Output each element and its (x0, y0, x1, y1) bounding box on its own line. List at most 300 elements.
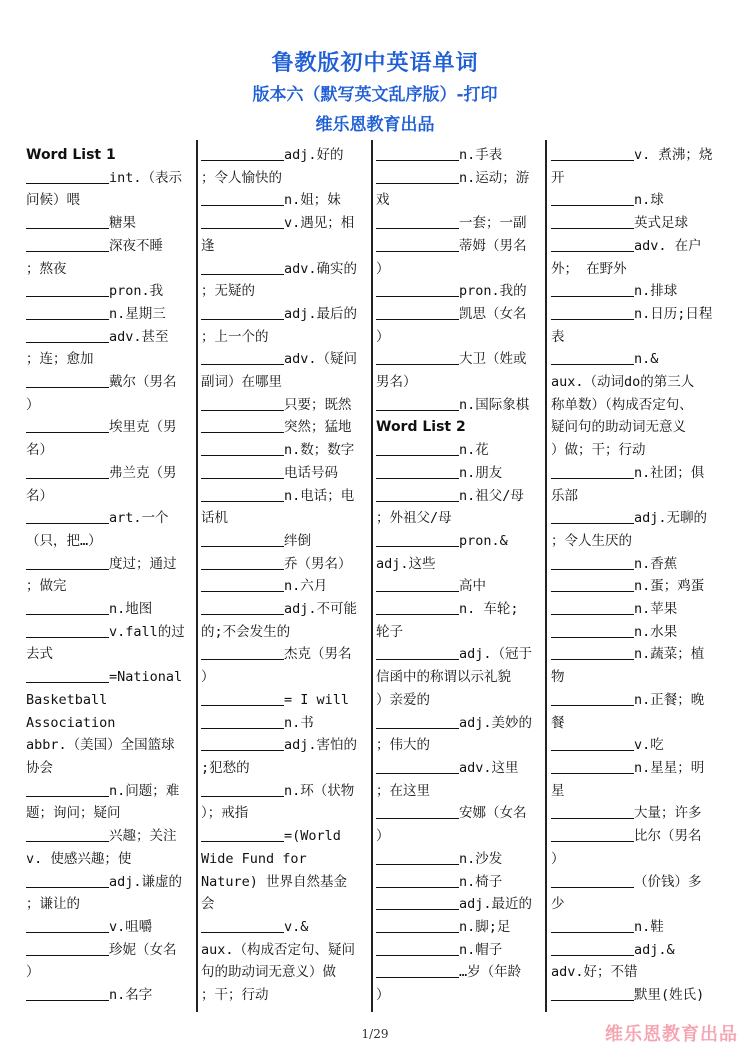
answer-blank (376, 237, 459, 252)
word-entry (551, 939, 714, 962)
entry-text: Word List 1 (26, 147, 116, 163)
answer-blank (551, 600, 634, 615)
entry-text: ；令人生厌的 (551, 532, 632, 549)
word-entry (201, 598, 364, 621)
entry-text: 埃里克（男 (109, 419, 177, 436)
entry-text: （只，把…） (26, 532, 102, 549)
entry-text: 珍妮（女名 (109, 941, 177, 958)
word-entry (201, 144, 364, 167)
entry-text: 一套；一副 (459, 215, 527, 232)
word-entry (376, 848, 539, 871)
entry-text: int.（表示 (109, 169, 183, 186)
word-entry (201, 530, 364, 553)
entry-text: adv.（疑问 (284, 351, 358, 368)
word-entry (376, 643, 539, 666)
entry-text: 乔（男名） (284, 555, 352, 572)
entry-text: n.帽子 (459, 941, 503, 958)
answer-blank (376, 282, 459, 297)
entry-text: v. 使感兴趣；使 (26, 850, 132, 867)
entry-text: ；上一个的 (201, 328, 269, 345)
answer-blank (201, 260, 284, 275)
word-entry (551, 916, 714, 939)
entry-text: n.蛋；鸡蛋 (634, 578, 705, 595)
word-entry (26, 235, 189, 258)
answer-blank (201, 918, 284, 933)
answer-blank (376, 873, 459, 888)
answer-blank (551, 214, 634, 229)
entry-continuation (551, 666, 714, 689)
word-entry (26, 553, 189, 576)
entry-text: abbr.（美国）全国篮球 (26, 737, 175, 754)
entry-text: n.香蕉 (634, 555, 678, 572)
entry-text: ） (376, 828, 390, 845)
entry-text: v. 煮沸；烧 (634, 147, 713, 163)
answer-blank (551, 691, 634, 706)
entry-text: 英式足球 (634, 215, 688, 232)
answer-blank (26, 328, 109, 343)
document-title: 鲁教版初中英语单词 (271, 51, 479, 76)
answer-blank (201, 714, 284, 729)
answer-blank (376, 941, 459, 956)
entry-continuation (376, 984, 539, 1007)
word-entry (26, 167, 189, 190)
entry-text: 弗兰克（男 (109, 464, 177, 481)
answer-blank (376, 600, 459, 615)
answer-blank (26, 668, 109, 683)
entry-continuation (201, 961, 364, 984)
word-entry (376, 757, 539, 780)
entry-text: 男名） (376, 374, 417, 391)
answer-blank (551, 623, 634, 638)
entry-text: ） (376, 328, 390, 345)
word-entry (376, 485, 539, 508)
entry-continuation (551, 485, 714, 508)
word-entry (26, 666, 189, 689)
word-entry (201, 462, 364, 485)
word-entry (551, 507, 714, 530)
entry-text: n.苹果 (634, 601, 678, 618)
word-entry (551, 189, 714, 212)
entry-text: ） (201, 669, 215, 686)
word-entry (551, 825, 714, 848)
entry-text: aux.（动词do的第三人 (551, 374, 695, 391)
answer-blank (376, 532, 459, 547)
entry-text: adv. 在户 (634, 237, 702, 254)
entry-text: ；干；行动 (201, 987, 269, 1004)
word-entry (376, 144, 539, 167)
answer-blank (551, 282, 634, 297)
entry-continuation (26, 689, 189, 712)
answer-blank (551, 804, 634, 819)
entry-text: adj.& (634, 941, 675, 958)
answer-blank (201, 191, 284, 206)
word-list-heading (376, 416, 539, 439)
entry-continuation (201, 939, 364, 962)
answer-blank (376, 963, 459, 978)
entry-text: 绊倒 (284, 532, 311, 549)
entry-text: n.花 (459, 442, 489, 459)
entry-text: n.姐；妹 (284, 192, 341, 209)
entry-text: n.蔬菜；植 (634, 646, 705, 663)
entry-text: ）；戒指 (201, 805, 249, 822)
entry-continuation (26, 485, 189, 508)
answer-blank (551, 827, 634, 842)
entry-text: 信函中的称谓以示礼貌 (376, 669, 511, 686)
word-entry (551, 757, 714, 780)
answer-blank (376, 396, 459, 411)
word-entry (551, 575, 714, 598)
answer-blank (376, 487, 459, 502)
word-entry (26, 326, 189, 349)
entry-text: 题；询问；疑问 (26, 805, 121, 822)
entry-text: n.排球 (634, 283, 678, 300)
entry-text: adv.这里 (459, 759, 519, 776)
entry-text: 协会 (26, 759, 53, 776)
entry-continuation (376, 371, 539, 394)
entry-text: 糖果 (109, 215, 136, 232)
entry-text: n.水果 (634, 623, 678, 640)
word-entry (376, 462, 539, 485)
answer-blank (201, 555, 284, 570)
answer-blank (551, 350, 634, 365)
entry-text: n.数；数字 (284, 442, 355, 459)
entry-continuation (201, 371, 364, 394)
entry-continuation (26, 189, 189, 212)
entry-continuation (201, 893, 364, 916)
entry-continuation (376, 666, 539, 689)
entry-continuation (26, 802, 189, 825)
word-entry (551, 984, 714, 1007)
answer-blank (26, 827, 109, 842)
answer-blank (26, 237, 109, 252)
entry-text: Association (26, 714, 116, 731)
entry-text: Basketball (26, 691, 108, 708)
entry-text: ；连；愈加 (26, 351, 94, 368)
answer-blank (376, 146, 459, 161)
word-entry (376, 530, 539, 553)
entry-continuation (551, 848, 714, 871)
entry-text: ;犯愁的 (201, 759, 250, 776)
entry-text: 默里(姓氏) (634, 987, 705, 1004)
entry-continuation (26, 757, 189, 780)
entry-continuation (376, 780, 539, 803)
word-entry (551, 598, 714, 621)
word-entry (26, 621, 189, 644)
answer-blank (201, 600, 284, 615)
entry-continuation (201, 848, 364, 871)
entry-text: n.运动；游 (459, 169, 530, 186)
entry-text: adj.美妙的 (459, 714, 533, 731)
entry-text: 名） (26, 487, 53, 504)
answer-blank (551, 759, 634, 774)
word-entry (26, 462, 189, 485)
word-entry (26, 416, 189, 439)
entry-text: n.祖父/母 (459, 487, 524, 504)
word-entry (201, 485, 364, 508)
answer-blank (551, 986, 634, 1001)
answer-blank (551, 577, 634, 592)
answer-blank (26, 509, 109, 524)
entry-text: 高中 (459, 578, 486, 595)
entry-continuation (26, 848, 189, 871)
word-entry (551, 802, 714, 825)
entry-text: aux.（构成否定句、疑问 (201, 941, 356, 958)
word-entry (201, 439, 364, 462)
entry-text: adj.无聊的 (634, 510, 708, 527)
word-entry (201, 189, 364, 212)
word-entry (376, 712, 539, 735)
entry-continuation (201, 621, 364, 644)
entry-continuation (201, 666, 364, 689)
answer-blank (376, 850, 459, 865)
entry-continuation (551, 416, 714, 439)
entry-text: adj.这些 (376, 555, 436, 572)
entry-text: n.星期三 (109, 305, 166, 322)
answer-blank (376, 464, 459, 479)
word-entry (26, 598, 189, 621)
entry-text: adj.（冠于 (459, 646, 533, 663)
entry-text: 蒂姆（男名 (459, 237, 527, 254)
entry-text: adj.不可能 (284, 601, 358, 618)
answer-blank (376, 305, 459, 320)
entry-text: ） (26, 964, 40, 981)
entry-text: 逢 (201, 237, 215, 254)
entry-continuation (26, 734, 189, 757)
entry-text: = I will (284, 691, 350, 708)
entry-text: v.遇见；相 (284, 215, 355, 232)
answer-blank (26, 373, 109, 388)
entry-text: adv.确实的 (284, 260, 358, 277)
entry-continuation (201, 871, 364, 894)
entry-text: adj.谦虚的 (109, 873, 183, 890)
word-entry (201, 258, 364, 281)
entry-text: ；在这里 (376, 782, 430, 799)
entry-text: v.fall的过 (109, 623, 185, 640)
word-entry (551, 280, 714, 303)
word-entry (376, 394, 539, 417)
entry-text: n.六月 (284, 578, 328, 595)
entry-text: adj.最后的 (284, 305, 358, 322)
word-entry (376, 961, 539, 984)
entry-continuation (26, 394, 189, 417)
entry-continuation (26, 348, 189, 371)
entry-text: ） (376, 260, 390, 277)
entry-text: n.电话；电 (284, 487, 355, 504)
word-entry (376, 348, 539, 371)
word-entry (201, 643, 364, 666)
answer-blank (26, 600, 109, 615)
entry-text: ）做；干；行动 (551, 442, 646, 459)
answer-blank (26, 169, 109, 184)
entry-continuation (376, 689, 539, 712)
word-entry (551, 235, 714, 258)
entry-continuation (26, 893, 189, 916)
word-entry (26, 939, 189, 962)
answer-blank (201, 691, 284, 706)
answer-blank (551, 464, 634, 479)
answer-blank (26, 873, 109, 888)
word-entry (26, 303, 189, 326)
answer-blank (376, 169, 459, 184)
answer-blank (26, 305, 109, 320)
word-list-heading (26, 144, 189, 167)
word-entry (26, 871, 189, 894)
entry-text: 深夜不睡 (109, 237, 163, 254)
entry-text: n.星星；明 (634, 759, 705, 776)
word-column-4 (551, 144, 714, 1007)
entry-text: ）亲爱的 (376, 691, 430, 708)
answer-blank (376, 918, 459, 933)
entry-text: 兴趣；关注 (109, 828, 177, 845)
entry-continuation (376, 621, 539, 644)
entry-text: n.名字 (109, 987, 153, 1004)
entry-text: ；熬夜 (26, 260, 67, 277)
entry-continuation (551, 893, 714, 916)
entry-continuation (551, 258, 714, 281)
answer-blank (376, 577, 459, 592)
entry-text: adv.好；不错 (551, 964, 638, 981)
answer-blank (376, 714, 459, 729)
answer-blank (201, 487, 284, 502)
word-entry (376, 802, 539, 825)
answer-blank (201, 532, 284, 547)
answer-blank (376, 441, 459, 456)
entry-text: 外； 在野外 (551, 260, 627, 277)
word-entry (551, 348, 714, 371)
entry-continuation (551, 394, 714, 417)
entry-text: n.球 (634, 192, 664, 209)
entry-text: v.吃 (634, 737, 664, 754)
word-entry (26, 916, 189, 939)
entry-text: n.书 (284, 714, 314, 731)
entry-text: n.日历;日程 (634, 305, 713, 322)
entry-text: adj.最近的 (459, 896, 533, 913)
word-entry (551, 303, 714, 326)
answer-blank (551, 736, 634, 751)
answer-blank (376, 645, 459, 660)
entry-continuation (201, 235, 364, 258)
answer-blank (201, 441, 284, 456)
entry-text: 疑问句的助动词无意义 (551, 419, 686, 436)
entry-continuation (26, 643, 189, 666)
entry-continuation (551, 439, 714, 462)
entry-text: 戏 (376, 192, 390, 209)
answer-blank (201, 396, 284, 411)
answer-blank (201, 146, 284, 161)
word-entry (26, 280, 189, 303)
entry-text: 开 (551, 169, 565, 186)
publisher-line: 维乐恩教育出品 (315, 115, 435, 135)
entry-text: n.鞋 (634, 918, 664, 935)
entry-continuation (201, 802, 364, 825)
entry-text: n.椅子 (459, 873, 503, 890)
answer-blank (201, 736, 284, 751)
entry-continuation (26, 530, 189, 553)
entry-continuation (551, 371, 714, 394)
entry-continuation (376, 734, 539, 757)
answer-blank (201, 350, 284, 365)
word-entry (201, 394, 364, 417)
entry-continuation (376, 189, 539, 212)
answer-blank (201, 214, 284, 229)
entry-text: 大卫（姓或 (459, 351, 527, 368)
entry-continuation (376, 553, 539, 576)
word-entry (376, 871, 539, 894)
word-entry (201, 712, 364, 735)
entry-text: =(World (284, 828, 341, 845)
word-entry (376, 939, 539, 962)
entry-text: Wide Fund for (201, 850, 307, 867)
answer-blank (551, 146, 634, 161)
answer-blank (201, 782, 284, 797)
word-entry (201, 916, 364, 939)
word-entry (201, 780, 364, 803)
word-entry (376, 575, 539, 598)
entry-continuation (376, 507, 539, 530)
entry-text: 问候）喂 (26, 192, 80, 209)
entry-continuation (201, 280, 364, 303)
entry-continuation (201, 326, 364, 349)
word-entry (551, 462, 714, 485)
entry-text: 只要；既然 (284, 396, 352, 413)
entry-text: n.问题；难 (109, 782, 180, 799)
word-entry (551, 871, 714, 894)
entry-continuation (551, 167, 714, 190)
entry-text: n.沙发 (459, 850, 503, 867)
page-number: 1/29 (361, 1027, 389, 1041)
word-column-3 (376, 144, 539, 1007)
entry-continuation (201, 757, 364, 780)
entry-continuation (26, 712, 189, 735)
entry-continuation (26, 575, 189, 598)
word-entry (376, 212, 539, 235)
entry-text: （价钱）多 (634, 873, 702, 890)
entry-text: 会 (201, 896, 215, 913)
entry-text: 凯思（女名 (459, 305, 527, 322)
entry-continuation (376, 825, 539, 848)
word-entry (201, 348, 364, 371)
word-entry (376, 598, 539, 621)
entry-text: 戴尔（男名 (109, 374, 177, 391)
answer-blank (551, 918, 634, 933)
entry-text: Nature) 世界自然基金 (201, 873, 348, 890)
answer-blank (201, 577, 284, 592)
word-entry (201, 416, 364, 439)
entry-text: 度过；通过 (109, 555, 177, 572)
answer-blank (26, 282, 109, 297)
answer-blank (551, 191, 634, 206)
answer-blank (376, 895, 459, 910)
entry-text: adv.甚至 (109, 328, 169, 345)
entry-text: 餐 (551, 714, 565, 731)
entry-text: n.环（状物 (284, 782, 355, 799)
entry-text: 称单数）（构成否定句、 (551, 396, 693, 413)
entry-text: …岁（年龄 (459, 964, 522, 981)
answer-blank (26, 782, 109, 797)
word-entry (201, 689, 364, 712)
word-entry (201, 303, 364, 326)
entry-text: 句的助动词无意义）做 (201, 964, 336, 981)
word-entry (376, 280, 539, 303)
entry-text: n.社团；俱 (634, 464, 705, 481)
entry-text: ；谦让的 (26, 896, 80, 913)
word-entry (201, 825, 364, 848)
word-entry (201, 553, 364, 576)
answer-blank (26, 941, 109, 956)
entry-text: n.朋友 (459, 464, 503, 481)
entry-text: 安娜（女名 (459, 805, 527, 822)
entry-text: ） (26, 396, 40, 413)
